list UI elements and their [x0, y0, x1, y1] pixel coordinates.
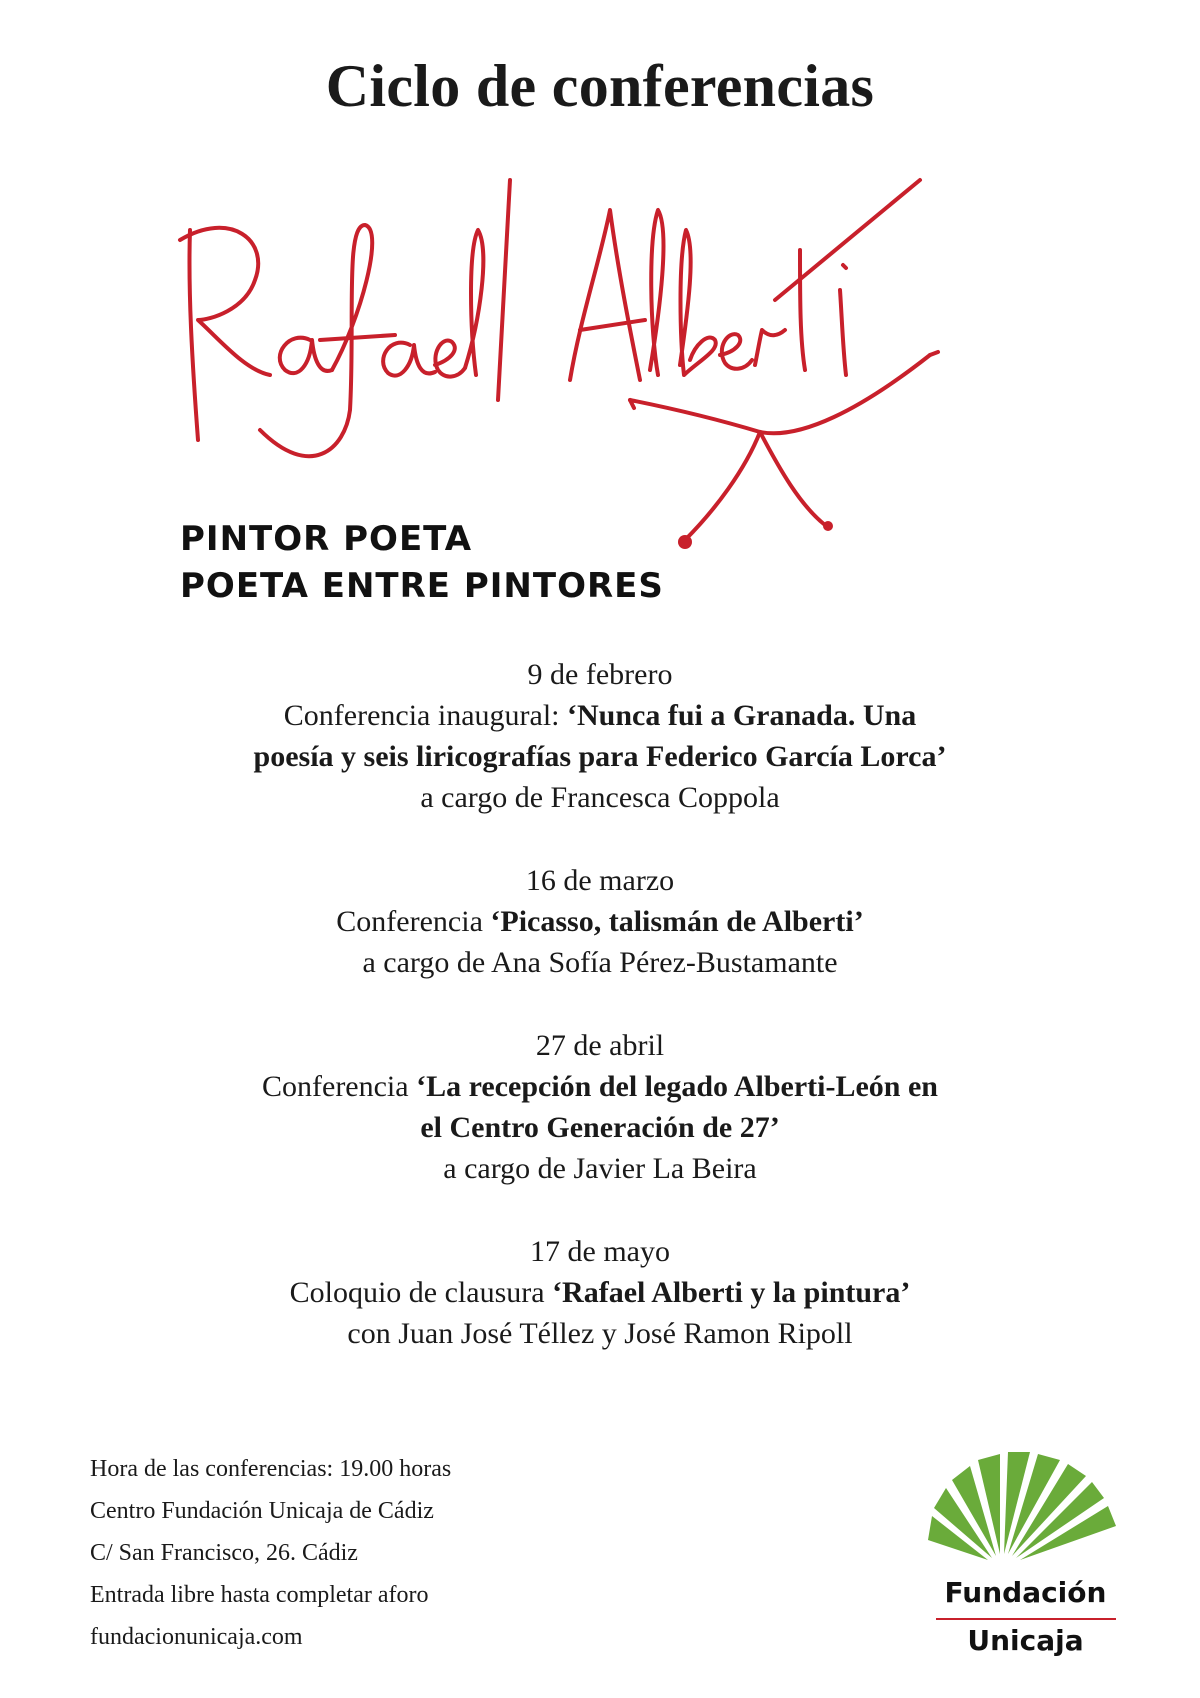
info-venue: Centro Fundación Unicaja de Cádiz: [90, 1498, 434, 1524]
event-intro: Conferencia: [262, 1070, 417, 1103]
event-1: [0, 654, 1200, 818]
event-title: ‘La recepción del legado Alberti-León en: [416, 1070, 938, 1103]
event-title: ‘Rafael Alberti y la pintura’: [552, 1276, 911, 1309]
event-3: [0, 1025, 1200, 1189]
events-list: [0, 654, 1200, 1396]
event-4: [0, 1231, 1200, 1354]
event-2: [0, 860, 1200, 983]
event-title-continued: poesía y seis liricografías para Federico García Lorca’: [253, 740, 947, 773]
event-intro: Conferencia inaugural:: [283, 699, 567, 732]
event-speaker: a cargo de Javier La Beira: [443, 1152, 757, 1185]
info-entry: Entrada libre hasta completar aforo: [90, 1582, 429, 1608]
event-title: ‘Picasso, talismán de Alberti’: [490, 905, 864, 938]
event-title-continued: el Centro Generación de 27’: [420, 1111, 780, 1144]
subtitle-line-1: PINTOR POETA: [180, 519, 473, 559]
event-speaker: a cargo de Ana Sofía Pérez-Bustamante: [362, 946, 838, 979]
event-date: 17 de mayo: [530, 1235, 670, 1268]
logo-divider: [936, 1618, 1116, 1620]
logo-text-unicaja: Unicaja: [967, 1624, 1084, 1657]
subtitle-line-2: POETA ENTRE PINTORES: [180, 566, 664, 606]
event-intro: Coloquio de clausura: [289, 1276, 553, 1309]
info-website: fundacionunicaja.com: [90, 1624, 303, 1650]
subtitle-block: [180, 516, 664, 610]
event-speaker: con Juan José Téllez y José Ramon Ripoll: [347, 1317, 853, 1350]
event-date: 9 de febrero: [527, 658, 673, 691]
logo-text-fundacion: Fundación: [944, 1576, 1107, 1609]
event-title: ‘Nunca fui a Granada. Una: [567, 699, 917, 732]
event-speaker: a cargo de Francesca Coppola: [420, 781, 780, 814]
event-intro: Conferencia: [336, 905, 491, 938]
fundacion-unicaja-logo: [928, 1448, 1123, 1663]
event-info-block: [90, 1448, 451, 1658]
info-address: C/ San Francisco, 26. Cádiz: [90, 1540, 358, 1566]
page-title: Ciclo de conferencias: [325, 53, 875, 119]
unicaja-fan-icon: [928, 1448, 1123, 1568]
event-date: 27 de abril: [535, 1029, 665, 1062]
event-date: 16 de marzo: [525, 864, 675, 897]
info-hour: Hora de las conferencias: 19.00 horas: [90, 1456, 452, 1482]
